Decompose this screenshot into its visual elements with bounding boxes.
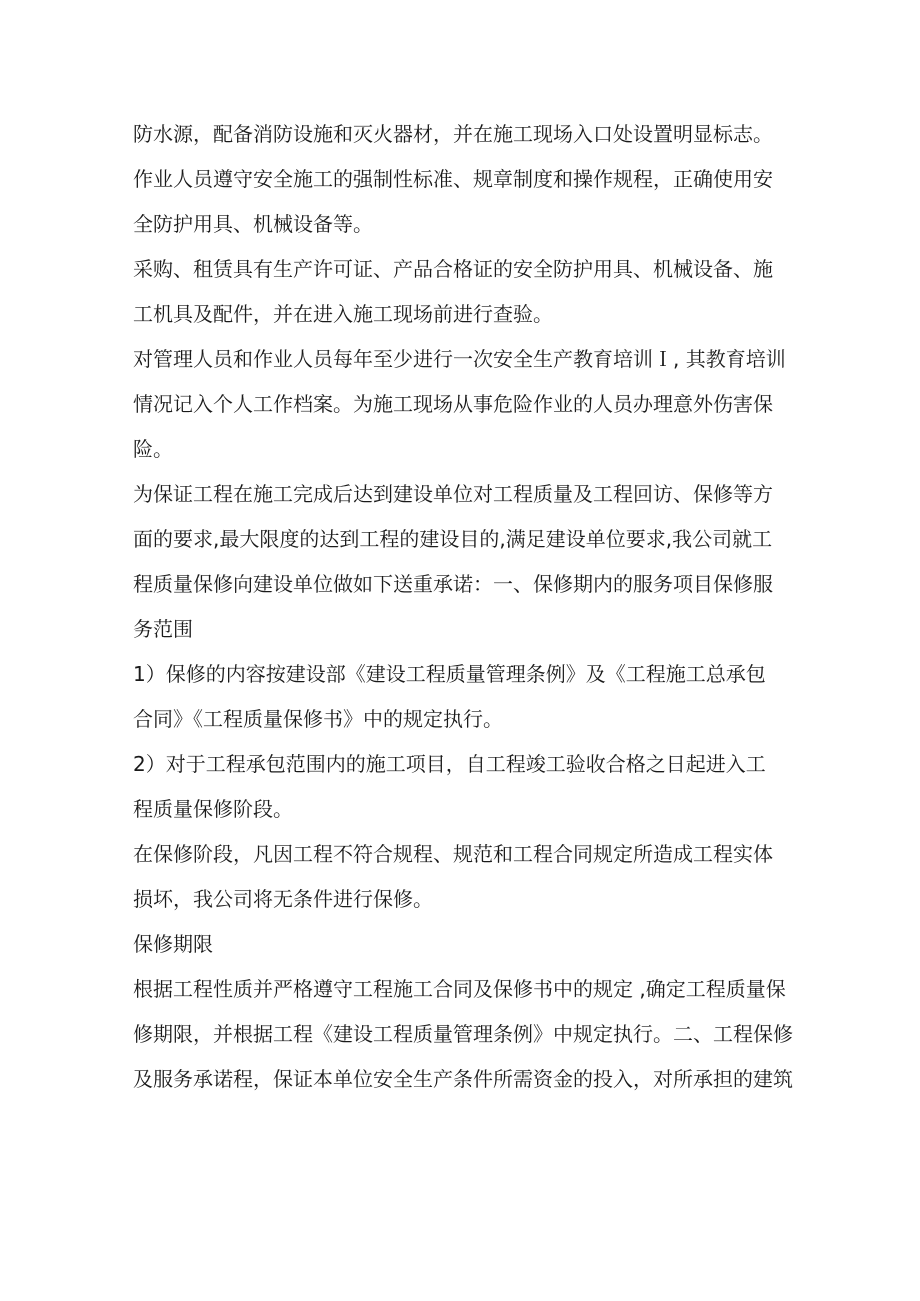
text-line: 对管理人员和作业人员每年至少进行一次安全生产教育培训Ｉ, 其教育培训: [133, 347, 786, 371]
text-line: 险。: [133, 437, 173, 461]
text-line: 保修期限: [133, 932, 213, 956]
document-body: [133, 112, 798, 1102]
text-line: 为保证工程在施工完成后达到建设单位对工程质量及工程回访、保修等方: [133, 482, 773, 506]
text-line: 合同》《工程质量保修书》中的规定执行。: [133, 707, 503, 731]
text-line: 务范围: [133, 617, 193, 641]
text-line: 作业人员遵守安全施工的强制性标准、规章制度和操作规程，正确使用安: [133, 167, 773, 191]
text-line: 防水源，配备消防设施和灭火器材，并在施工现场入口处设置明显标志。: [133, 122, 773, 146]
text-line: 程质量保修向建设单位做如下送重承诺：一、保修期内的服务项目保修服: [133, 572, 773, 596]
text-line: 全防护用具、机械设备等。: [133, 212, 373, 236]
text-line: 采购、租赁具有生产许可证、产品合格证的安全防护用具、机械设备、施: [133, 257, 773, 281]
text-line: 情况记入个人工作档案。为施工现场从事危险作业的人员办理意外伤害保: [133, 392, 773, 416]
text-line: 工机具及配件，并在进入施工现场前进行查验。: [133, 302, 553, 326]
text-line: 在保修阶段，凡因工程不符合规程、规范和工程合同规定所造成工程实体: [133, 842, 773, 866]
text-line: 面的要求,最大限度的达到工程的建设目的,满足建设单位要求,我公司就工: [133, 527, 773, 551]
text-line: 损坏，我公司将无条件进行保修。: [133, 887, 433, 911]
text-line: 及服务承诺程，保证本单位安全生产条件所需资金的投入，对所承担的建筑: [133, 1067, 793, 1091]
text-line: 2）对于工程承包范围内的施工项目，自工程竣工验收合格之日起进入工: [133, 752, 766, 776]
text-line: 根据工程性质并严格遵守工程施工合同及保修书中的规定 ,确定工程质量保: [133, 977, 786, 1001]
text-line: 1）保修的内容按建设部《建设工程质量管理条例》及《工程施工总承包: [133, 662, 766, 686]
text-line: 修期限，并根据工程《建设工程质量管理条例》中规定执行。二、工程保修: [133, 1022, 793, 1046]
text-line: 程质量保修阶段。: [133, 797, 293, 821]
